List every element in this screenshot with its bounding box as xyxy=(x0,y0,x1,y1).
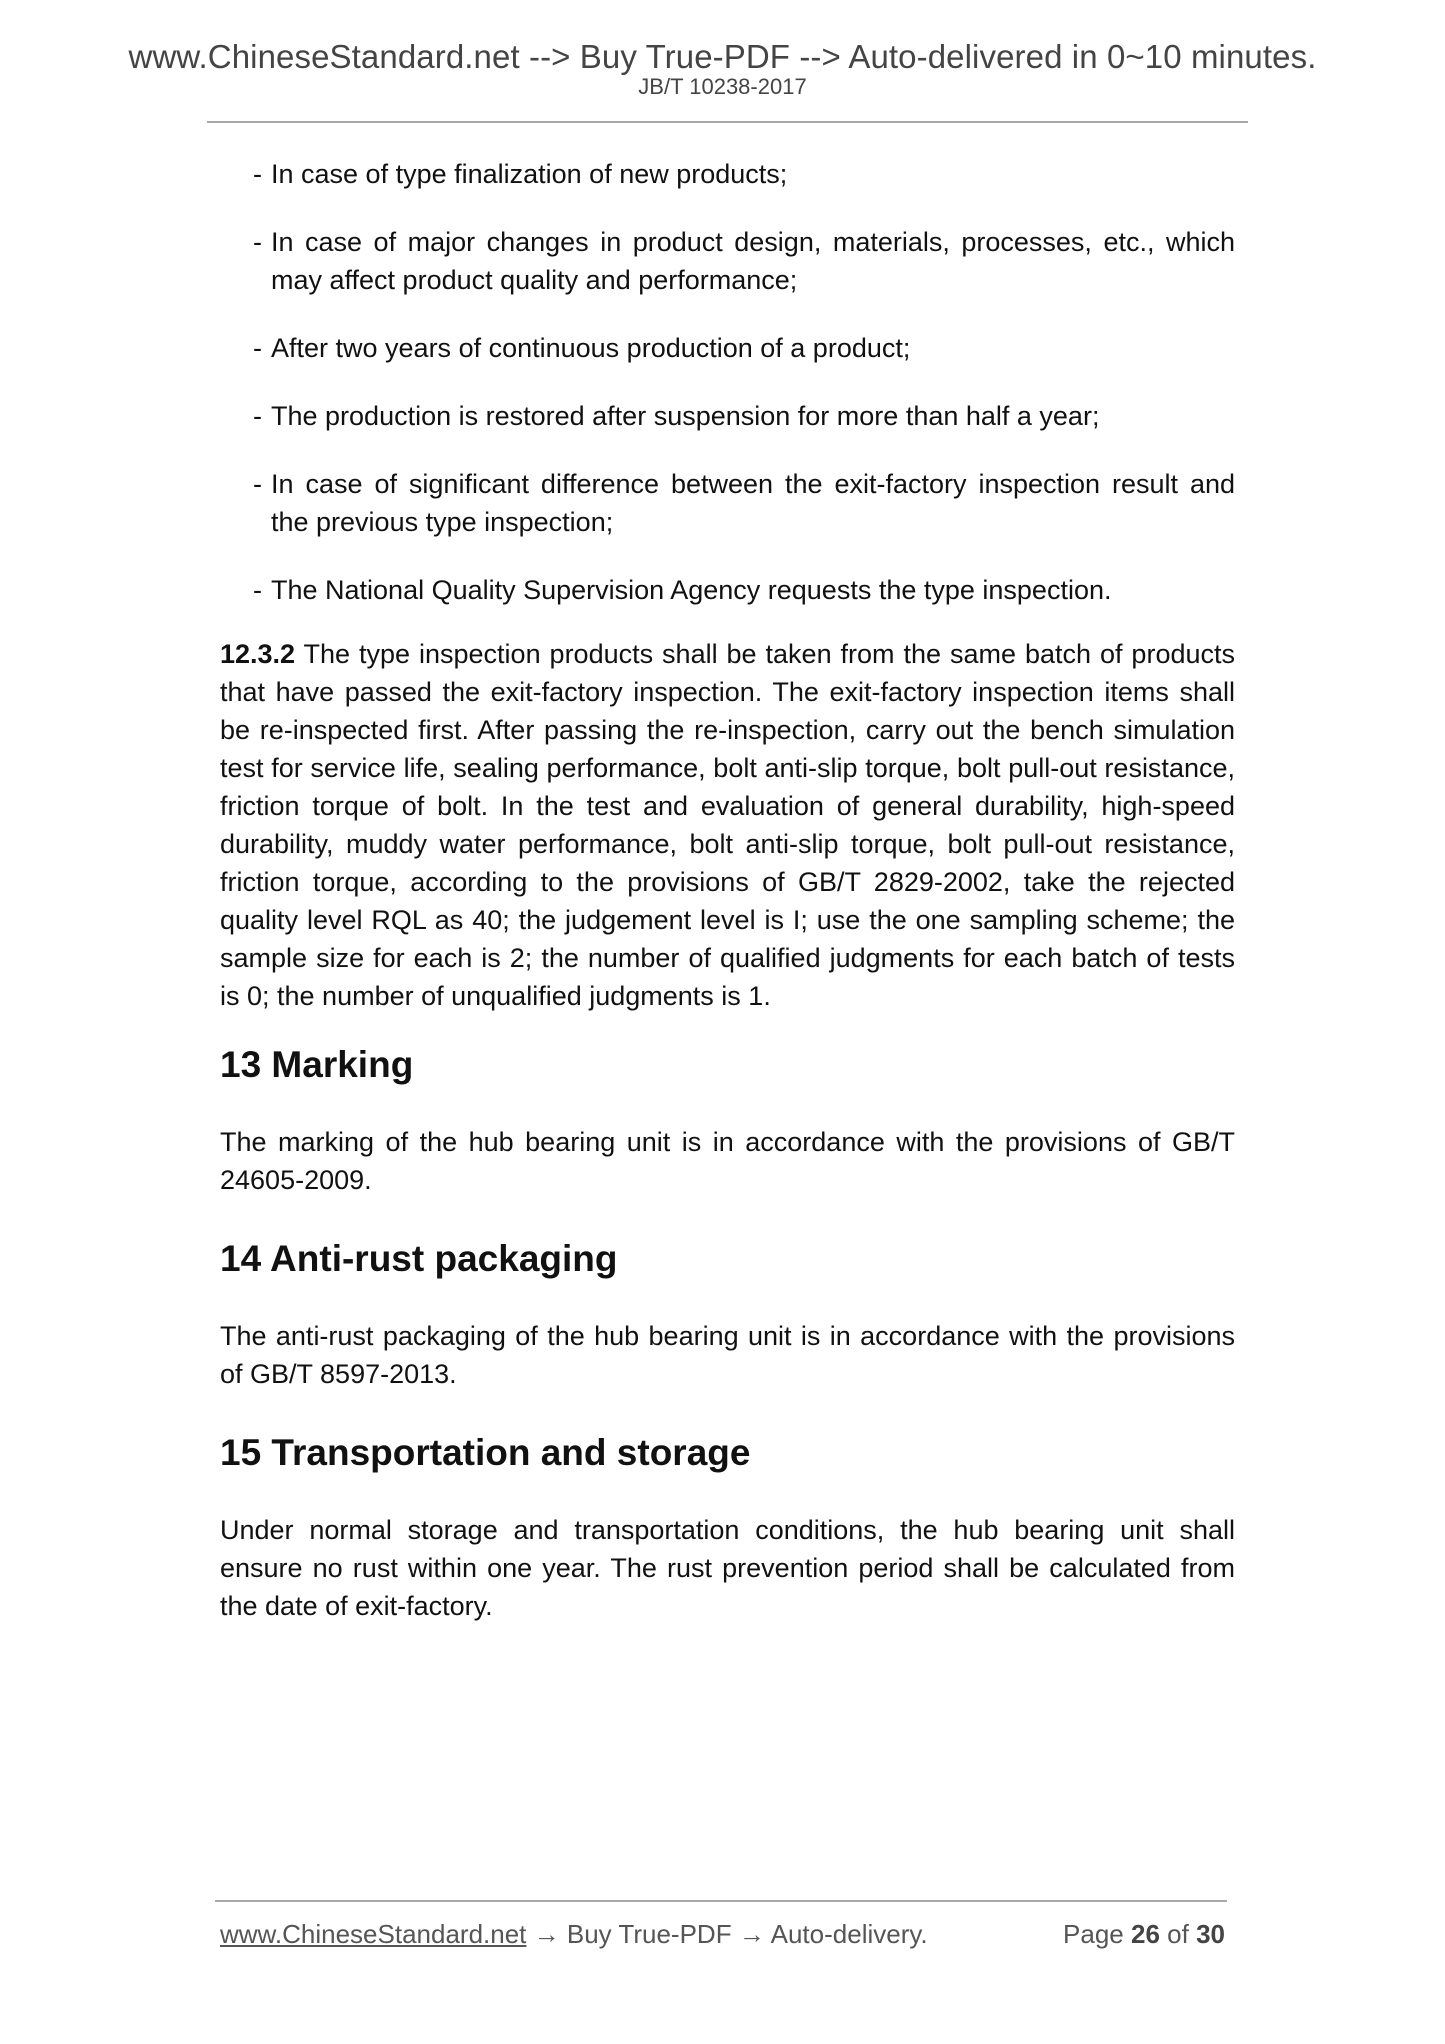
total-pages: 30 xyxy=(1196,1919,1225,1949)
list-item xyxy=(220,223,1235,299)
page-footer xyxy=(220,1917,1225,1951)
bullet-dash: - xyxy=(253,401,262,431)
list-item-text: After two years of continuous production of a product; xyxy=(271,333,911,363)
footer-divider xyxy=(215,1900,1227,1902)
list-item-text: In case of significant difference between the exit-factory inspection result and the previous type inspection; xyxy=(271,469,1235,537)
list-item xyxy=(220,571,1235,609)
arrow-right-icon: → xyxy=(738,1919,765,1949)
buy-true-pdf-text: Buy True-PDF xyxy=(566,1919,732,1949)
section-heading: 13 Marking xyxy=(220,1044,414,1085)
header-divider xyxy=(207,121,1248,123)
auto-delivery-text: Auto-delivery. xyxy=(770,1919,928,1949)
list-item-text: In case of type finalization of new products; xyxy=(271,159,788,189)
list-item xyxy=(220,397,1235,435)
arrow-right-icon: → xyxy=(533,1919,560,1949)
list-item xyxy=(220,155,1235,193)
page-number xyxy=(1063,1917,1225,1951)
section-body: Under normal storage and transportation conditions, the hub bearing unit shall ensure no rust within one year. The rust prevention period shall be calculated from the date of exit-factory. xyxy=(220,1515,1235,1621)
list-item xyxy=(220,465,1235,541)
bullet-dash: - xyxy=(253,159,262,189)
current-page: 26 xyxy=(1131,1919,1160,1949)
clause-12-3-2 xyxy=(220,635,1235,1015)
section-14 xyxy=(220,1237,1235,1393)
bullet-dash: - xyxy=(253,575,262,605)
list-item-text: The production is restored after suspension for more than half a year; xyxy=(271,401,1100,431)
section-heading: 15 Transportation and storage xyxy=(220,1432,751,1473)
page-label: Page xyxy=(1063,1919,1124,1949)
section-body: The marking of the hub bearing unit is in accordance with the provisions of GB/T 24605-2009. xyxy=(220,1127,1235,1195)
type-inspection-conditions-list xyxy=(220,155,1235,609)
section-13 xyxy=(220,1043,1235,1199)
list-item xyxy=(220,329,1235,367)
clause-number: 12.3.2 xyxy=(220,639,296,669)
header-title: www.ChineseStandard.net --> Buy True-PDF --> Auto-delivered in 0~10 minutes. xyxy=(128,38,1317,75)
of-label: of xyxy=(1167,1919,1189,1949)
clause-text: The type inspection products shall be taken from the same batch of products that have passed the exit-factory inspection. The exit-factory inspection items shall be re-inspected first. After passing the re-inspection, carry out the bench simulation test for service life, sealing performance, bolt anti-slip torque, bolt pull-out resistance, friction torque of bolt. In the test and evaluation of general durability, high-speed durability, muddy water performance, bolt anti-slip torque, bolt pull-out resistance, friction torque, according to the provisions of GB/T 2829-2002, take the rejected quality level RQL as 40; the judgement level is I; use the one sampling scheme; the sample size for each is 2; the number of qualified judgments for each batch of tests is 0; the number of unqualified judgments is 1. xyxy=(220,639,1235,1011)
bullet-dash: - xyxy=(253,469,262,499)
document-id: JB/T 10238-2017 xyxy=(638,74,807,99)
chinesestandard-link[interactable]: www.ChineseStandard.net xyxy=(220,1919,527,1949)
section-heading: 14 Anti-rust packaging xyxy=(220,1238,618,1279)
bullet-dash: - xyxy=(253,227,262,257)
bullet-dash: - xyxy=(253,333,262,363)
list-item-text: In case of major changes in product design, materials, processes, etc., which may affect product quality and performance; xyxy=(271,227,1235,295)
list-item-text: The National Quality Supervision Agency requests the type inspection. xyxy=(271,575,1112,605)
section-15 xyxy=(220,1431,1235,1625)
page-content xyxy=(220,155,1235,1625)
section-body: The anti-rust packaging of the hub bearing unit is in accordance with the provisions of GB/T 8597-2013. xyxy=(220,1321,1235,1389)
